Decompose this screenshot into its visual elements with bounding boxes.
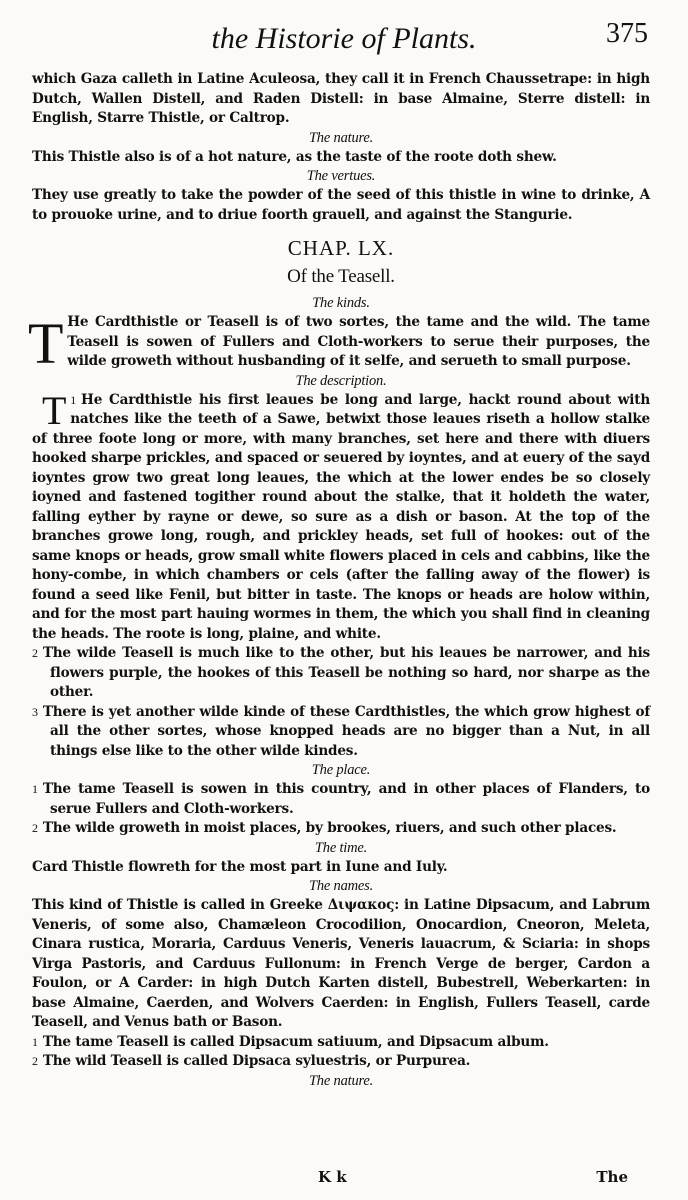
heading-nature-prev: The nature. [308, 129, 374, 146]
chapter-title: Of the Teasell. [287, 265, 395, 287]
signature-mark: K k [318, 1168, 347, 1186]
page-body [28, 70, 650, 1091]
place-item-1 [32, 780, 650, 819]
item-number: 1 [70, 392, 77, 407]
names-item-1 [32, 1033, 650, 1053]
page-number: 375 [606, 18, 648, 49]
heading-description: The description. [295, 372, 387, 389]
names-list-text-1: The tame Teasell is called Dipsacum satiuum, and Dipsacum album. [42, 1033, 549, 1050]
description-text-1: He Cardthistle his first leaues be long and large, hackt round about with natches like the teeth of a Sawe, betwixt those leaues riseth a hollow stalke of three foote long or more, with many branches, set here and there with diuers hooked sharpe prickles, and spaced or seuered by ioyntes, and at euery of the sayd ioyntes grow two great long leaues, the which at the lower endes be so closely ioyned and fastened togither round about the stalke, that it holdeth the water, falling eyther by rayne or dewe, so sure as a dish or bason. At the top of the branches growe long, rough, and prickley heads, set full of hookes: out of the same knops or heads, grow small white flowers placed in cels and cabbins, like the hony-combe, in which chambers or cels (after the falling away of the flower) is found a seed like Fenil, but bitter in taste. The knops or heads are holow within, and for the most part hauing wormes in them, the which you shall find in cleaning the heads. The roote is long, plaine, and white. [32, 391, 650, 642]
item-number: 2 [32, 1054, 38, 1068]
heading-place: The place. [311, 762, 371, 778]
names-list-text-2: The wild Teasell is called Dipsaca syluestris, or Purpurea. [42, 1053, 471, 1069]
chapter-number: CHAP. LX. [287, 236, 395, 260]
place-text-2: The wilde groweth in moist places, by brookes, riuers, and such other places. [42, 820, 617, 836]
kinds-paragraph [28, 311, 650, 376]
description-item-1 [32, 387, 650, 645]
description-text-2: The wilde Teasell is much like to the other, but his leaues be narrower, and his flowers purple, the hookes of this Teasell be nothing so hard, nor sharpe as the other. [42, 645, 650, 700]
heading-nature: The nature. [308, 1072, 374, 1089]
description-item-3 [32, 703, 650, 762]
kinds-text: He Cardthistle or Teasell is of two sortes, the tame and the wild. The tame Teasell is sowen of Fullers and Cloth-workers to serue their purposes, the wilde groweth without husbanding of it selfe, and serueth to small purpose. [67, 314, 650, 369]
item-number: 1 [32, 782, 38, 796]
prev-vertues-text: They use greatly to take the powder of the seed of this thistle in wine to drinke, A to prouoke urine, and to driue foorth grauell, and against the Stangurie. [32, 187, 650, 223]
dropcap-description: T [42, 387, 67, 433]
heading-names: The names. [308, 878, 374, 894]
place-text-1: The tame Teasell is sowen in this country, and in other places of Flanders, to serue Fullers and Cloth-workers. [42, 781, 650, 817]
description-item-2 [32, 644, 650, 703]
running-head: the Historie of Plants. [211, 22, 477, 55]
prev-names-tail: which Gaza calleth in Latine Aculeosa, they call it in French Chaussetrape: in high Dutch, Wallen Distell, and Raden Distell: in base Almaine, Sterre distell: in English, Starre Thistle, or Caltrop. [32, 71, 650, 126]
catchword: The [596, 1168, 628, 1186]
time-text: Card Thistle flowreth for the most part in Iune and Iuly. [32, 858, 448, 875]
item-number: 3 [32, 704, 38, 719]
heading-kinds: The kinds. [312, 295, 370, 311]
item-number: 1 [32, 1034, 38, 1049]
dropcap-kinds: T [28, 311, 64, 376]
heading-vertues: The vertues. [306, 168, 376, 184]
names-item-2 [32, 1052, 650, 1072]
item-number: 2 [32, 646, 38, 660]
heading-time: The time. [314, 839, 368, 856]
names-text: This kind of Thistle is called in Greeke Διψακος: in Latine Dipsacum, and Labrum Veneris, of some also, Chamæleon Crocodilion, Onocardion, Cneoron, Meleta, Cinara rustica, Moraria, Carduus Veneris, Veneris lauacrum, & Sciaria: in shops Virga Pastoris, and Carduus Fullonum: in French Verge de berger, Cardon a Foulon, or A Carder: in high Dutch Karten distell, Bubestrell, Weberkarten: in base Almaine, Caerden, and Wolvers Caerden: in English, Fullers Teasell, carde Teasell, and Venus bath or Bason. [32, 897, 650, 1030]
description-text-3: There is yet another wilde kinde of these Cardthistles, the which grow highest of all the other sortes, whose knopped heads are no bigger than a Nut, in all things else like to the other wilde kindes. [42, 703, 650, 759]
prev-nature-text: This Thistle also is of a hot nature, as the taste of the roote doth shew. [32, 148, 557, 165]
item-number: 2 [32, 821, 38, 835]
place-item-2 [32, 819, 650, 839]
